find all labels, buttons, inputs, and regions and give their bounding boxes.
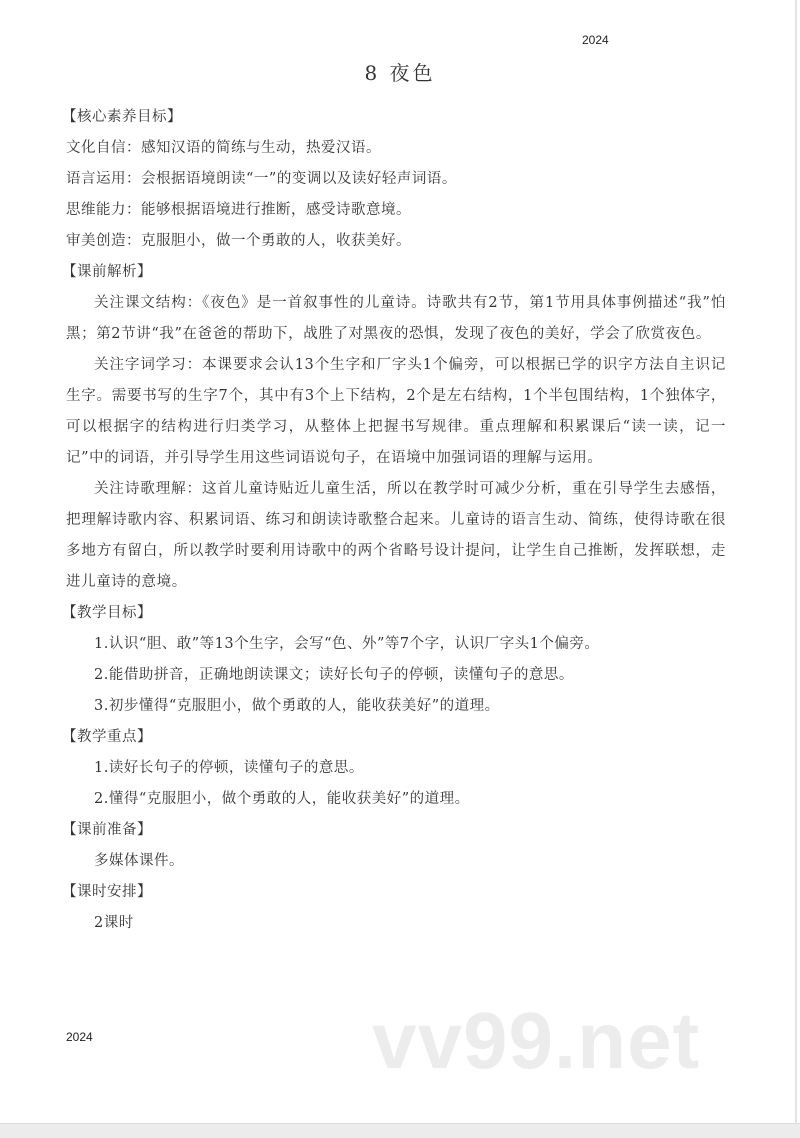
section-heading-key-points: 【教学重点】	[62, 729, 152, 745]
section-heading-teaching-goals: 【教学目标】	[62, 605, 152, 621]
core-goal-item: 语言运用：会根据语境朗读“一”的变调以及读好轻声词语。	[66, 171, 457, 187]
teaching-goal-item: 1.认识“胆、敢”等13个生字，会写“色、外”等7个字，认识厂字头1个偏旁。	[94, 636, 600, 652]
watermark: vv99.net	[372, 996, 701, 1085]
page-bottom-edge	[0, 1123, 800, 1138]
key-point-item: 1.读好长句子的停顿，读懂句子的意思。	[94, 760, 364, 776]
teaching-goal-item: 2.能借助拼音，正确地朗读课文；读好长句子的停顿，读懂句子的意思。	[94, 667, 574, 683]
header-year: 2024	[582, 33, 609, 47]
analysis-paragraph-text: 关注课文结构：《夜色》是一首叙事性的儿童诗。诗歌共有2节，第1节用具体事例描述“我”怕黑；第2节讲“我”在爸爸的帮助下，战胜了对黑夜的恐惧，发现了夜色的美好，学会了欣赏夜色。	[66, 295, 726, 342]
section-heading-schedule: 【课时安排】	[62, 884, 152, 900]
document-body	[62, 102, 726, 939]
analysis-paragraph	[66, 350, 726, 474]
key-point-item: 2.懂得“克服胆小，做个勇敢的人，能收获美好”的道理。	[94, 791, 470, 807]
analysis-paragraph-text: 关注字词学习：本课要求会认13个生字和厂字头1个偏旁，可以根据已学的识字方法自主识记生字。需要书写的生字7个，其中有3个上下结构，2个是左右结构，1个半包围结构，1个独体字，可以根据字的结构进行归类学习，从整体上把握书写规律。重点理解和积累课后“读一读，记一记”中的词语，并引导学生用这些词语说句子，在语境中加强词语的理解与运用。	[66, 357, 726, 466]
teaching-goal-item: 3.初步懂得“克服胆小，做个勇敢的人，能收获美好”的道理。	[94, 698, 500, 714]
section-heading-core-goals: 【核心素养目标】	[62, 109, 182, 125]
analysis-paragraph-text: 关注诗歌理解：这首儿童诗贴近儿童生活，所以在教学时可减少分析，重在引导学生去感悟，把理解诗歌内容、积累词语、练习和朗读诗歌整合起来。儿童诗的语言生动、简练，使得诗歌在很多地方有留白，所以教学时要利用诗歌中的两个省略号设计提问，让学生自己推断，发挥联想，走进儿童诗的意境。	[66, 481, 726, 590]
footer-year: 2024	[66, 1030, 93, 1044]
section-heading-analysis: 【课前解析】	[62, 264, 152, 280]
section-heading-preparation: 【课前准备】	[62, 822, 152, 838]
core-goal-item: 思维能力：能够根据语境进行推断，感受诗歌意境。	[66, 202, 411, 218]
analysis-paragraph	[66, 474, 726, 598]
core-goal-item: 文化自信：感知汉语的简练与生动，热爱汉语。	[66, 140, 381, 156]
analysis-paragraph	[66, 288, 726, 350]
core-goal-item: 审美创造：克服胆小，做一个勇敢的人，收获美好。	[66, 233, 411, 249]
schedule-text: 2课时	[94, 915, 134, 931]
page-title: 8 夜色	[364, 61, 436, 85]
preparation-text: 多媒体课件。	[94, 853, 184, 869]
